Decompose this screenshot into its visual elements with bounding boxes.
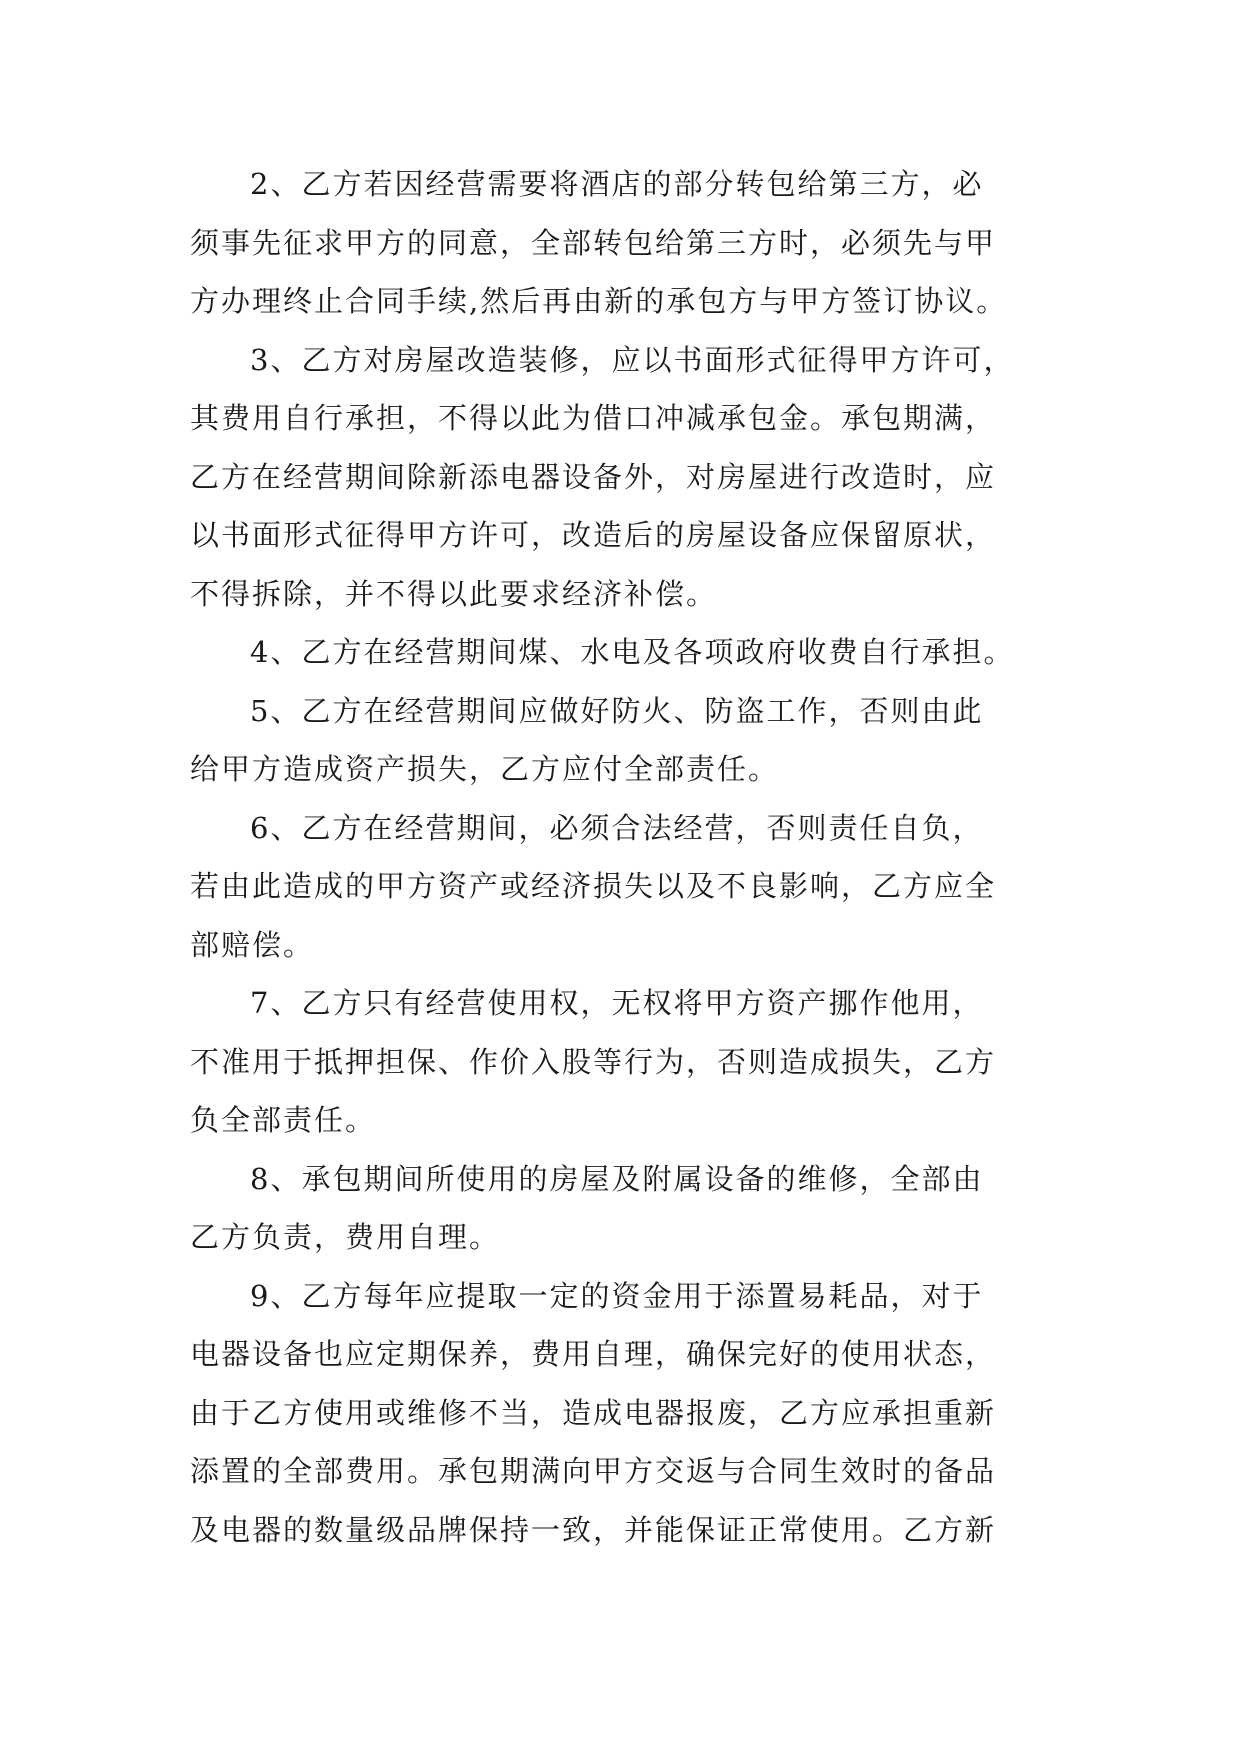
clause-3-line-2: 其费用自行承担，不得以此为借口冲减承包金。承包期满， <box>190 401 997 435</box>
clause-9-line-5: 及电器的数量级品牌保持一致，并能保证正常使用。乙方新 <box>190 1512 997 1547</box>
clause-2-line-3: 方办理终止合同手续,然后再由新的承包方与甲方签订协议。 <box>190 284 1008 318</box>
clause-6-line-3: 部赔偿。 <box>190 927 315 962</box>
clause-9-line-4: 添置的全部费用。承包期满向甲方交返与合同生效时的备品 <box>190 1454 997 1488</box>
clause-6-line-2: 若由此造成的甲方资产或经济损失以及不良影响，乙方应全 <box>190 869 997 903</box>
document-body <box>190 155 1070 1559</box>
clause-5-line-2: 给甲方造成资产损失，乙方应付全部责任。 <box>190 752 780 786</box>
clause-5-line-1: 5、乙方在经营期间应做好防火、防盗工作，否则由此 <box>250 693 984 728</box>
clause-3-line-1: 3、乙方对房屋改造装修，应以书面形式征得甲方许可， <box>250 342 1015 377</box>
clause-3-line-4: 以书面形式征得甲方许可，改造后的房屋设备应保留原状， <box>190 518 997 552</box>
clause-9-line-3: 由于乙方使用或维修不当，造成电器报废，乙方应承担重新 <box>190 1395 997 1430</box>
clause-4-line-1: 4、乙方在经营期间煤、水电及各项政府收费自行承担。 <box>250 635 1015 669</box>
clause-2-line-1: 2、乙方若因经营需要将酒店的部分转包给第三方，必 <box>250 167 984 201</box>
clause-8-line-2: 乙方负责，费用自理。 <box>190 1220 501 1254</box>
clause-2-line-2: 须事先征求甲方的同意，全部转包给第三方时，必须先与甲 <box>190 225 997 260</box>
clause-6-line-1: 6、乙方在经营期间，必须合法经营，否则责任自负， <box>250 810 984 845</box>
clause-7-line-3: 负全部责任。 <box>190 1103 377 1137</box>
clause-7-line-2: 不准用于抵押担保、作价入股等行为，否则造成损失，乙方 <box>190 1044 997 1079</box>
clause-3-line-5: 不得拆除，并不得以此要求经济补偿。 <box>190 576 718 611</box>
clause-3-line-3: 乙方在经营期间除新添电器设备外，对房屋进行改造时，应 <box>190 459 997 494</box>
clause-9-line-2: 电器设备也应定期保养，费用自理，确保完好的使用状态， <box>190 1337 997 1371</box>
clause-9-line-1: 9、乙方每年应提取一定的资金用于添置易耗品，对于 <box>250 1278 984 1313</box>
clause-7-line-1: 7、乙方只有经营使用权，无权将甲方资产挪作他用， <box>250 986 984 1020</box>
clause-8-line-1: 8、承包期间所使用的房屋及附属设备的维修，全部由 <box>250 1161 984 1196</box>
